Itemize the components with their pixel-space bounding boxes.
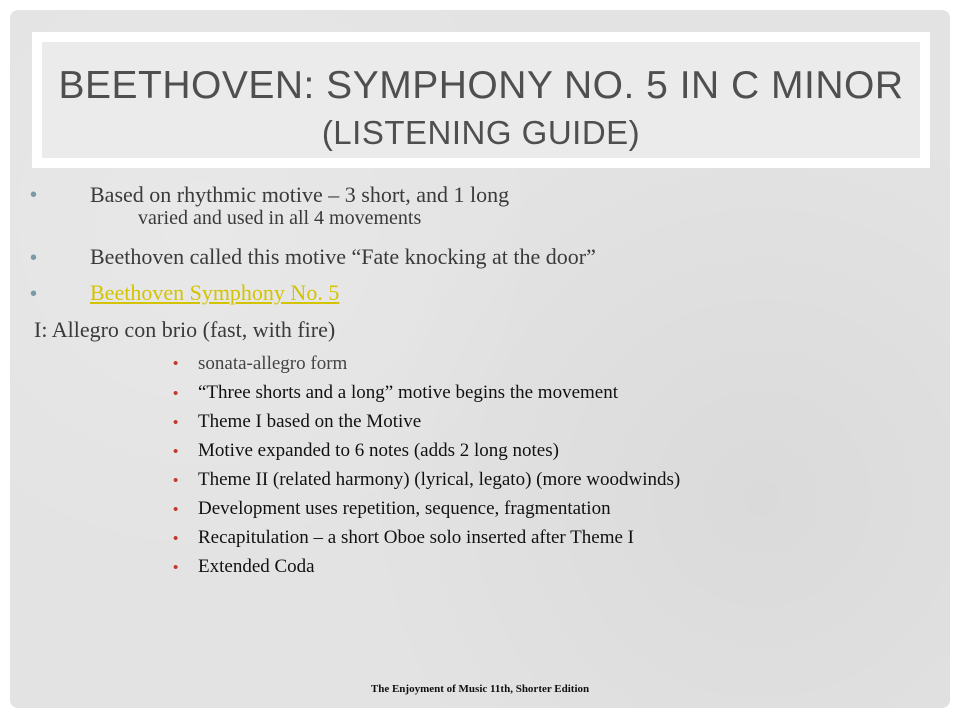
title-inner <box>42 42 920 158</box>
movement-heading: I: Allegro con brio (fast, with fire) <box>34 317 336 342</box>
sub-item-8: Extended Coda <box>198 556 315 577</box>
sub-bullet-dot: • <box>173 530 179 547</box>
symphony-link[interactable]: Beethoven Symphony No. 5 <box>90 280 340 305</box>
bullet-text-2: Beethoven called this motive “Fate knocking at the door” <box>90 244 596 269</box>
bullet-dot: • <box>30 247 38 269</box>
sub-bullet-dot: • <box>173 443 179 460</box>
footer-credit: The Enjoyment of Music 11th, Shorter Edition <box>370 683 590 695</box>
sub-item-1: sonata-allegro form <box>198 353 348 374</box>
bullet-dot: • <box>30 283 38 305</box>
sub-bullet-dot: • <box>173 501 179 518</box>
sub-item-3: Theme I based on the Motive <box>198 411 422 432</box>
sub-item-2: “Three shorts and a long” motive begins the movement <box>198 382 618 403</box>
bullet-text-1b: varied and used in all 4 movements <box>138 207 422 229</box>
sub-bullet-dot: • <box>173 355 179 372</box>
sub-bullet-dot: • <box>173 385 179 402</box>
sub-item-6: Development uses repetition, sequence, fragmentation <box>198 498 611 519</box>
bullet-text-1a: Based on rhythmic motive – 3 short, and 1 long <box>90 182 510 207</box>
sub-item-4: Motive expanded to 6 notes (adds 2 long notes) <box>198 440 559 461</box>
slide-title: BEETHOVEN: SYMPHONY NO. 5 IN C MINOR <box>58 64 904 107</box>
sub-bullet-dot: • <box>173 559 179 576</box>
sub-bullet-dot: • <box>173 414 179 431</box>
sub-bullet-dot: • <box>173 472 179 489</box>
slide <box>10 10 950 708</box>
sub-item-5: Theme II (related harmony) (lyrical, legato) (more woodwinds) <box>198 469 681 490</box>
title-box <box>32 32 930 168</box>
slide-subtitle: (LISTENING GUIDE) <box>321 114 641 151</box>
sub-item-7: Recapitulation – a short Oboe solo inserted after Theme I <box>198 527 634 548</box>
bullet-dot: • <box>30 184 38 206</box>
